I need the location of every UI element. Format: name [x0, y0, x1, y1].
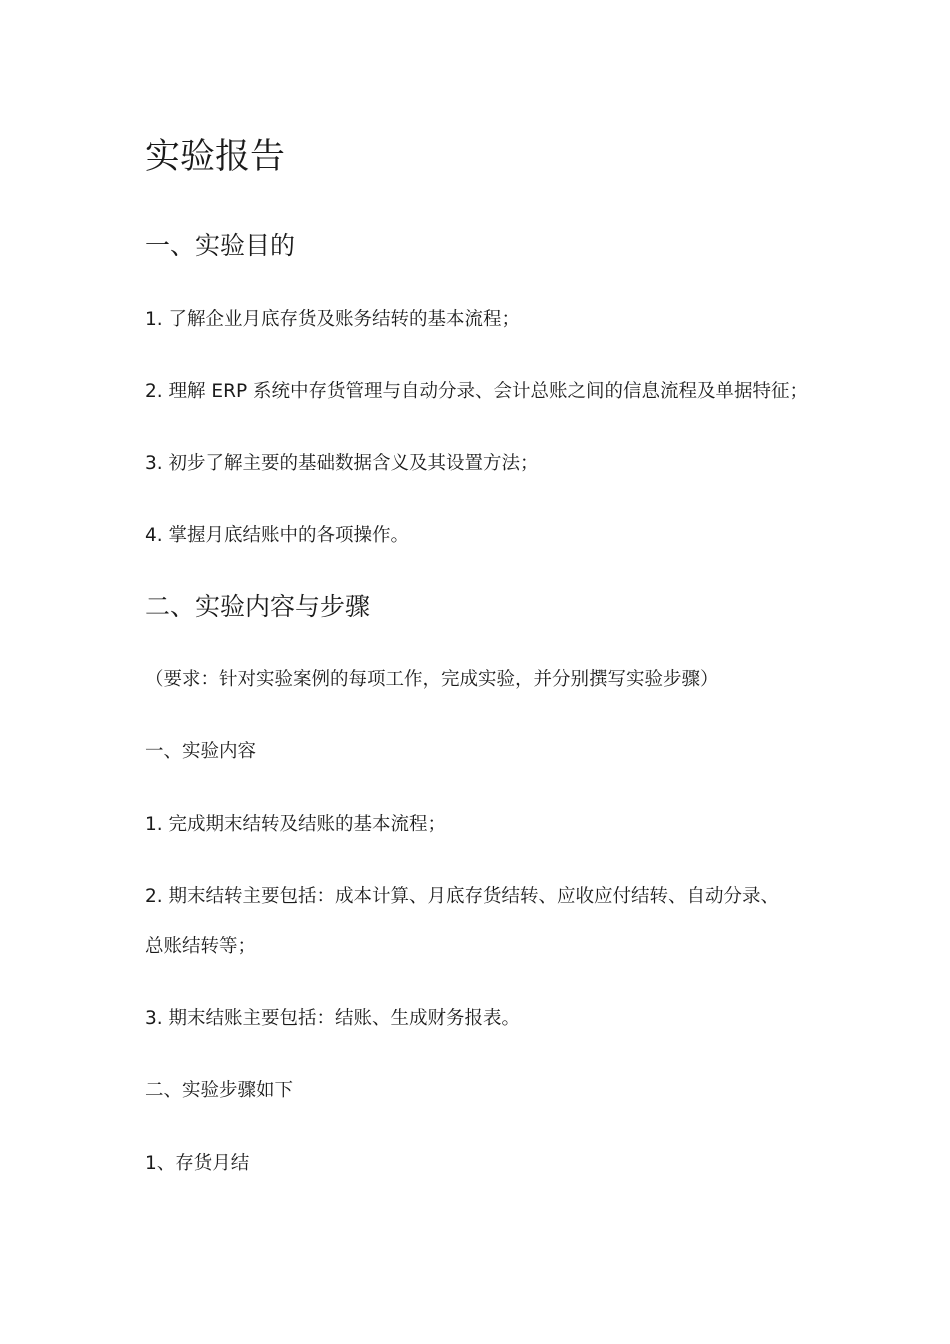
document-title: 实验报告 [145, 137, 286, 177]
content-item: 2. 期末结转主要包括：成本计算、月底存货结转、应收应付结转、自动分录、 [145, 886, 780, 907]
section-heading-content-steps: 二、实验内容与步骤 [145, 592, 371, 621]
purpose-item: 2. 理解 ERP 系统中存货管理与自动分录、会计总账之间的信息流程及单据特征； [145, 381, 808, 402]
content-item: 1. 完成期末结转及结账的基本流程； [145, 814, 447, 835]
step-item: 1、存货月结 [145, 1153, 250, 1174]
subheading-steps: 二、实验步骤如下 [145, 1080, 294, 1101]
content-item: 3. 期末结账主要包括：结账、生成财务报表。 [145, 1008, 521, 1029]
content-item-continuation: 总账结转等； [145, 936, 257, 957]
purpose-item: 1. 了解企业月底存货及账务结转的基本流程； [145, 309, 521, 330]
purpose-item: 3. 初步了解主要的基础数据含义及其设置方法； [145, 453, 539, 474]
requirement-note: （要求：针对实验案例的每项工作，完成实验，并分别撰写实验步骤） [145, 669, 719, 690]
purpose-item: 4. 掌握月底结账中的各项操作。 [145, 525, 410, 546]
subheading-content: 一、实验内容 [145, 741, 257, 762]
section-heading-purpose: 一、实验目的 [145, 231, 296, 260]
